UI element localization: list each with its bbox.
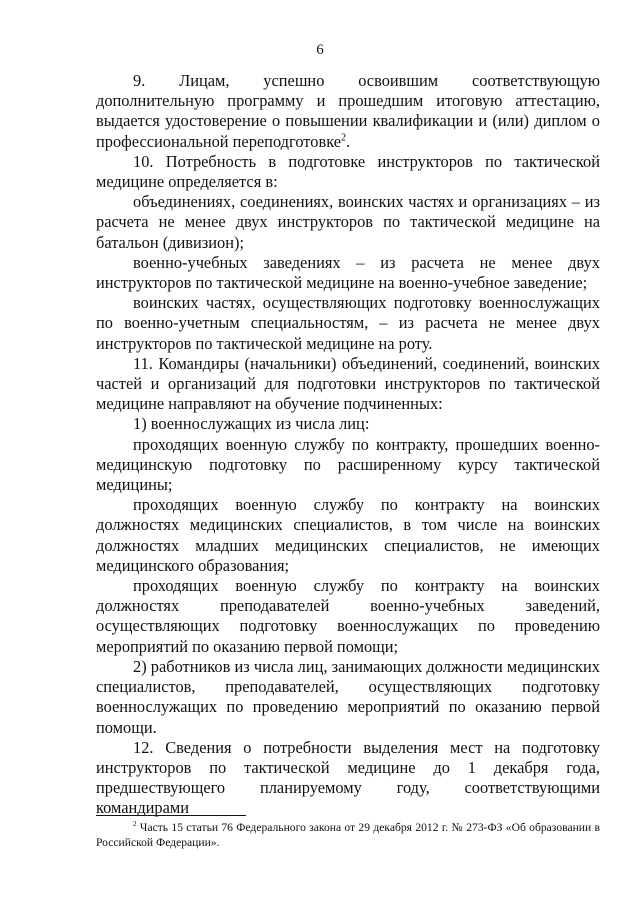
body-text — [96, 71, 600, 819]
paragraph-10-item-associations: объединениях, соединениях, воинских частях и организациях – из расчета не менее двух инструкторов по тактической медицине на батальон (дивизион); — [96, 192, 600, 252]
paragraph-11-item-2: 2) работников из числа лиц, занимающих должности медицинских специалистов, преподавателей, осуществляющих подготовку военнослужащих по проведению мероприятий по оказанию первой помощи. — [96, 656, 600, 737]
paragraph-11-item-1: 1) военнослужащих из числа лиц: — [133, 414, 370, 434]
paragraph-10: 10. Потребность в подготовке инструкторов по тактической медицине определяется в: — [96, 151, 600, 192]
footnote-reference: 2 — [341, 132, 347, 144]
footnote-number: 2 — [133, 820, 137, 829]
paragraph-9 — [96, 71, 600, 152]
paragraph-11-item-1-contract-trained: проходящих военную службу по контракту, прошедших военно-медицинскую подготовку по расширенному курсу тактической медицины; — [96, 434, 600, 495]
paragraph-11-item-1-teachers: проходящих военную службу по контракту на воинских должностях преподавателей военно-учебных заведений, осуществляющих подготовку военнослужащих по проведению мероприятий по оказанию первой помощи; — [96, 576, 600, 656]
paragraph-11: 11. Командиры (начальники) объединений, соединений, воинских частей и организаций для подготовки инструкторов по тактической медицине направляют на обучение подчиненных: — [96, 353, 600, 414]
paragraph-12: 12. Сведения о потребности выделения мест на подготовку инструкторов по тактической медицине до 1 декабря года, предшествующего планируемому году, соответствующими командирами — [96, 737, 600, 818]
paragraph-11-item-1-medical-positions: проходящих военную службу по контракту на воинских должностях медицинских специалистов, в том числе на воинских должностях младших медицинских специалистов, не имеющих медицинского образования; — [96, 495, 600, 575]
footnote — [96, 820, 600, 850]
footnote-divider — [96, 815, 246, 816]
footnote-text: Часть 15 статьи 76 Федерального закона от 29 декабря 2012 г. № 273-ФЗ «Об образовании в Российской Федерации». — [96, 821, 600, 849]
paragraph-10-item-schools: военно-учебных заведениях – из расчета не менее двух инструкторов по тактической медицине на военно-учебное заведение; — [96, 252, 600, 293]
paragraph-9-end: . — [346, 131, 351, 151]
page-number: 6 — [316, 42, 324, 58]
paragraph-9-text: 9. Лицам, успешно освоившим соответствующую дополнительную программу и прошедшим итоговую аттестацию, выдается удостоверение о повышении квалификации и (или) диплом о профессиональной переподготовке — [96, 71, 600, 151]
paragraph-10-item-training-units: воинских частях, осуществляющих подготовку военнослужащих по военно-учетным специальностям, – из расчета не менее двух инструкторов по тактической медицине на роту. — [96, 293, 600, 353]
